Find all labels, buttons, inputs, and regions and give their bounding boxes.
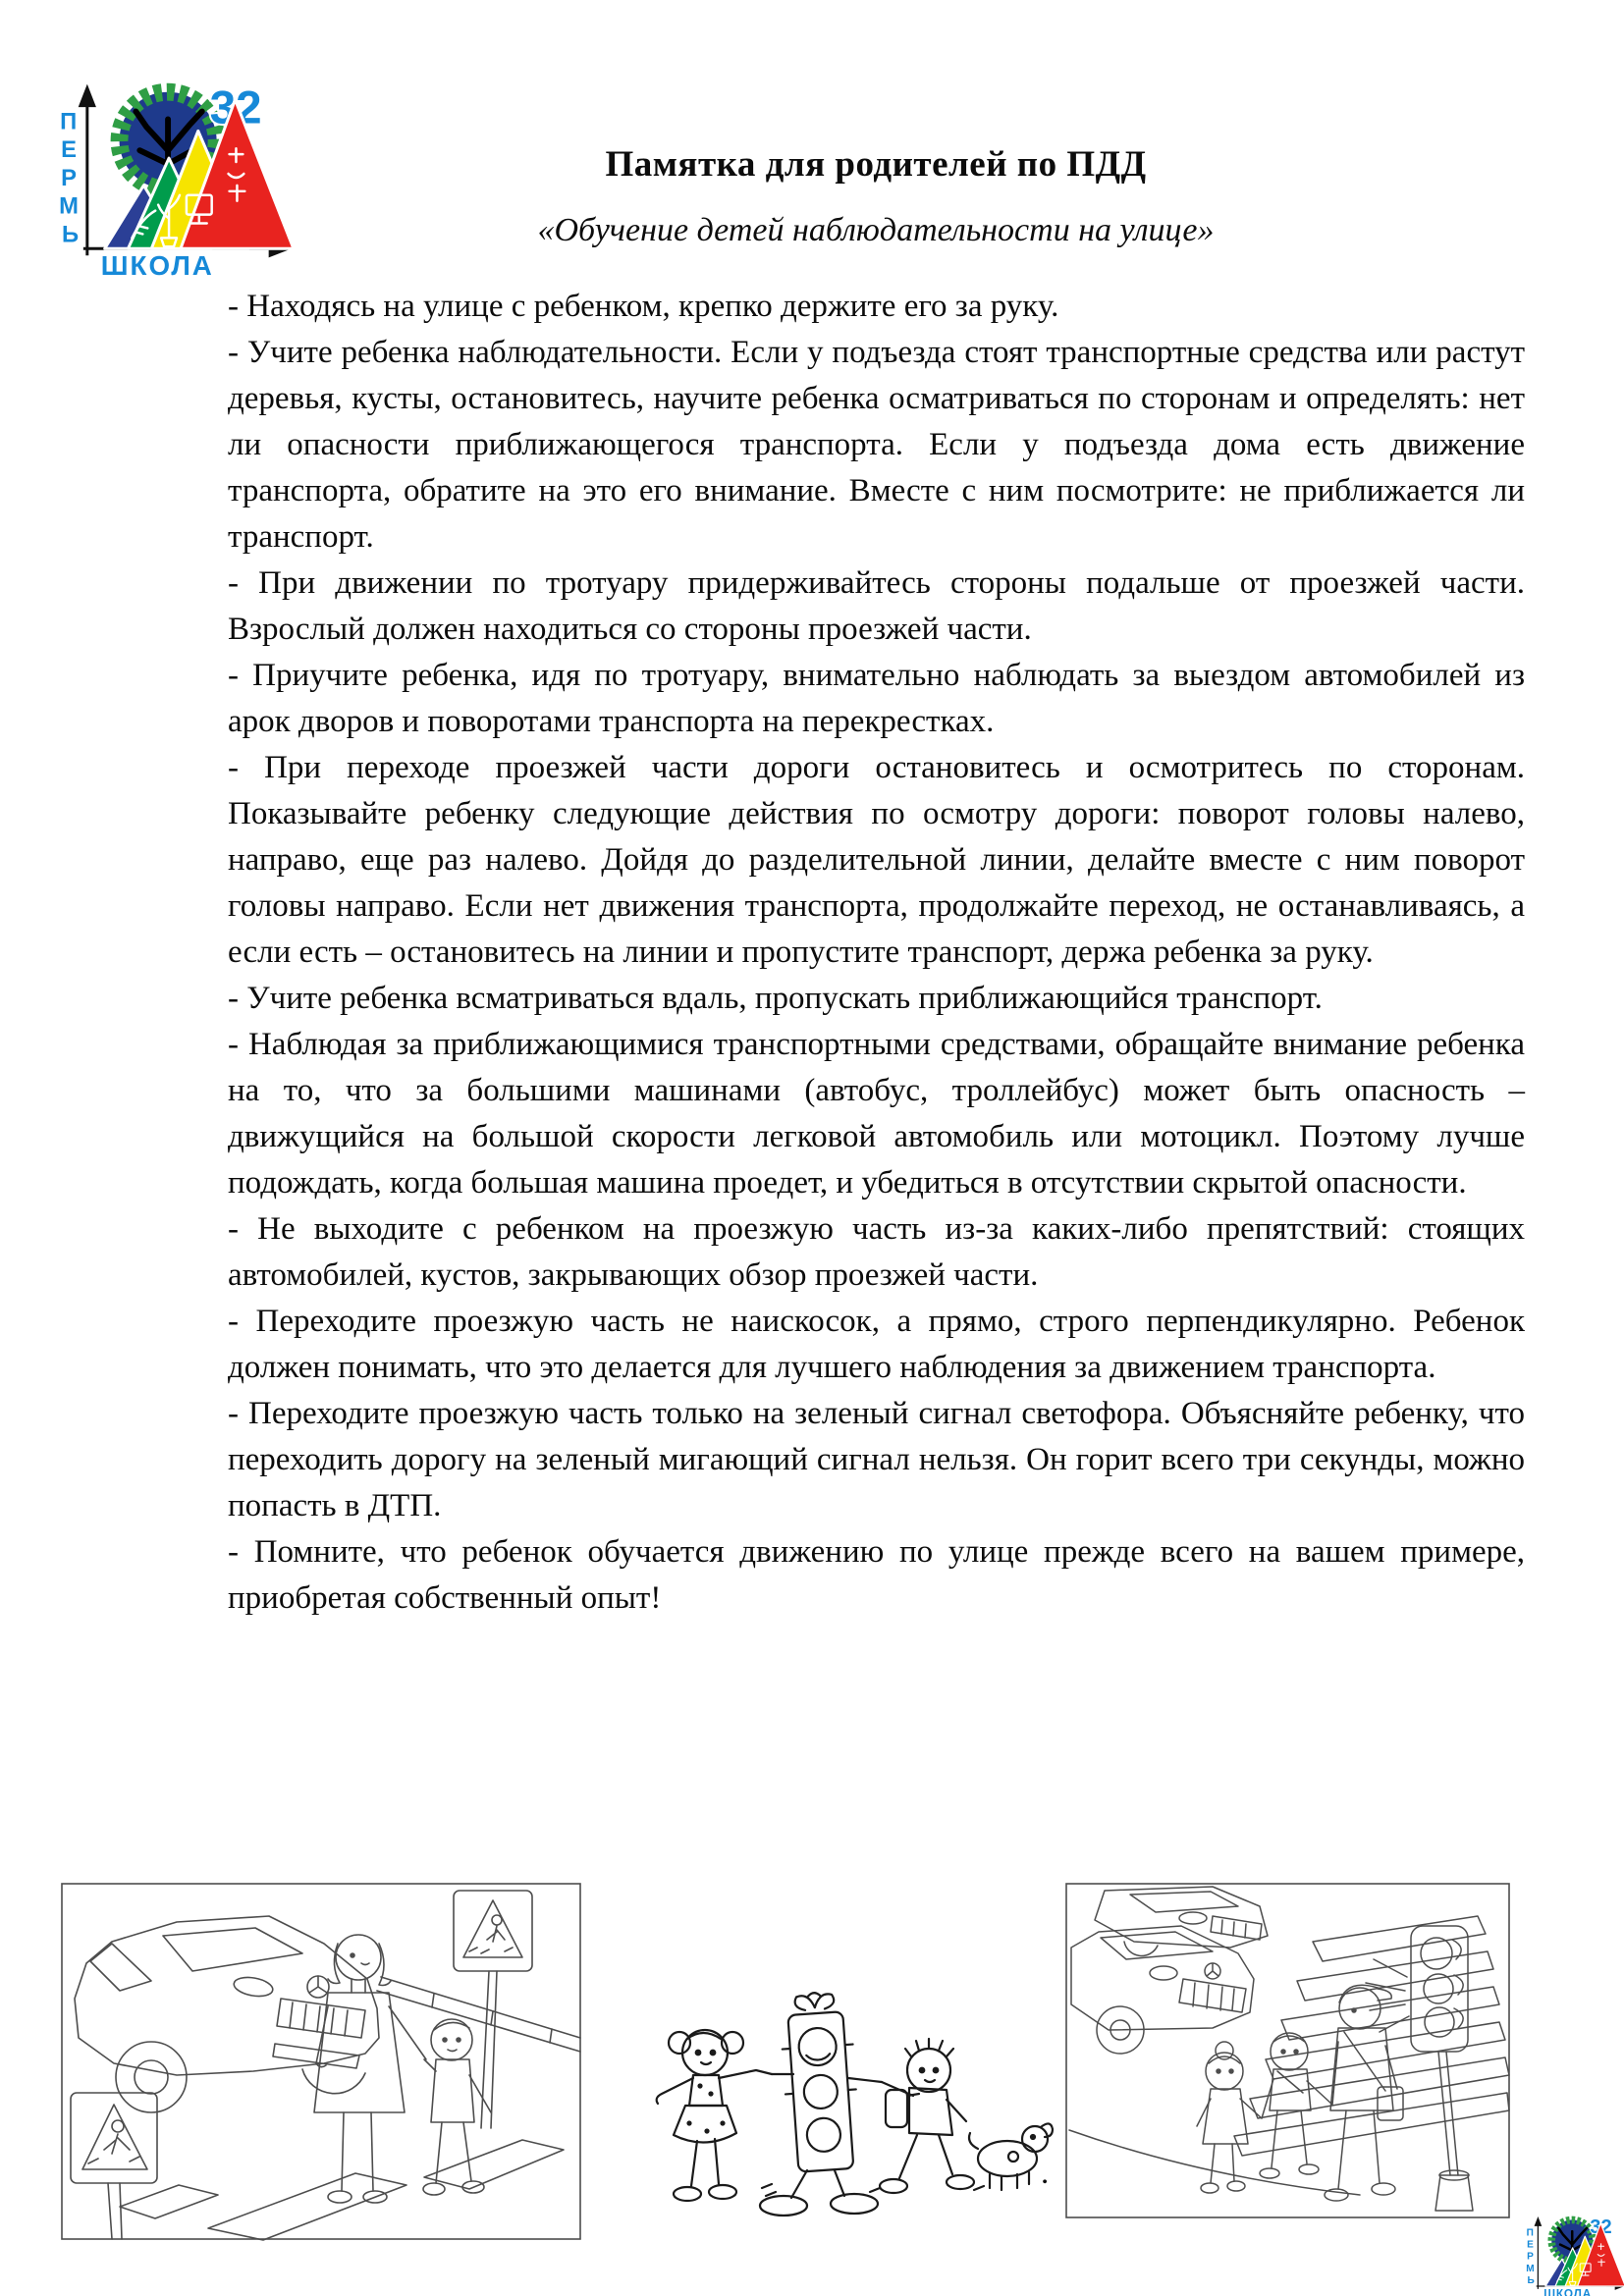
school-logo-mini (1524, 2207, 1624, 2296)
memo-paragraph: - Переходите проезжую часть не наискосок, а прямо, строго перпендикулярно. Ребенок должен понимать, что это делается для лучшего наблюдения за движением транспорта. (228, 1304, 1525, 1385)
page-title: Памятка для родителей по ПДД (605, 144, 1147, 185)
illustration-mother-child-crossing (61, 1883, 581, 2241)
memo-paragraph: - Переходите проезжую часть только на зеленый сигнал светофора. Объясняйте ребенку, что переходить дорогу на зеленый мигающий сигнал нельзя. Он горит всего три секунды, можно попасть в ДТП. (228, 1396, 1525, 1523)
traffic-light-character (760, 1991, 882, 2216)
memo-paragraph: - Наблюдая за приближающимися транспортными средствами, обращайте внимание ребенка на то, что за большими машинами (автобус, троллейбус) может быть опасность – движущийся на большой скорости легковой автомобиль или мотоцикл. Поэтому лучше подождать, когда большая машина проедет, и убедиться в отсутствии скрытой опасности. (228, 1027, 1525, 1201)
illustration-traffic-light-character (628, 1956, 1060, 2223)
memo-paragraph: - Учите ребенка наблюдательности. Если у подъезда стоят транспортные средства или растут деревья, кусты, остановитесь, научите ребенка осматриваться по сторонам и определять: нет ли опасности приближающегося транспорта. Если у подъезда дома есть движение транспорта, обратите на это его внимание. Вместе с ним посмотрите: не приближается ли транспорт. (228, 335, 1525, 555)
memo-paragraph: - Находясь на улице с ребенком, крепко держите его за руку. (228, 289, 1059, 324)
stray-dot: . (1041, 2156, 1050, 2191)
illustration-children-at-traffic-light (1065, 1883, 1510, 2218)
memo-paragraph: - Помните, что ребенок обучается движению по улице прежде всего на вашем примере, приобретая собственный опыт! (228, 1534, 1525, 1616)
page-subtitle: «Обучение детей наблюдательности на улице» (537, 212, 1215, 248)
memo-paragraph: - Приучите ребенка, идя по тротуару, внимательно наблюдать за выездом автомобилей из арок дворов и поворотами транспорта на перекрестках. (228, 658, 1525, 739)
memo-paragraph: - При переходе проезжей части дороги остановитесь и осмотритесь по сторонам. Показывайте ребенку следующие действия по осмотру дороги: поворот головы налево, направо, еще раз налево. Дойдя до разделительной линии, делайте вместе с ним поворот головы направо. Если нет движения транспорта, продолжайте переход, не останавливаясь, а если есть – остановитесь на линии и пропустите транспорт, держа ребенка за руку. (228, 750, 1525, 970)
girl-figure (657, 2030, 772, 2201)
memo-body (228, 284, 1525, 1622)
memo-paragraph: - Учите ребенка всматриваться вдаль, пропускать приближающийся транспорт. (228, 981, 1323, 1016)
memo-paragraph: - При движении по тротуару придерживайтесь стороны подальше от проезжей части. Взрослый должен находиться со стороны проезжей части. (228, 565, 1525, 647)
boy-figure (880, 2039, 974, 2193)
memo-paragraph: - Не выходите с ребенком на проезжую часть из-за каких-либо препятствий: стоящих автомобилей, кустов, закрывающих обзор проезжей части. (228, 1211, 1525, 1293)
